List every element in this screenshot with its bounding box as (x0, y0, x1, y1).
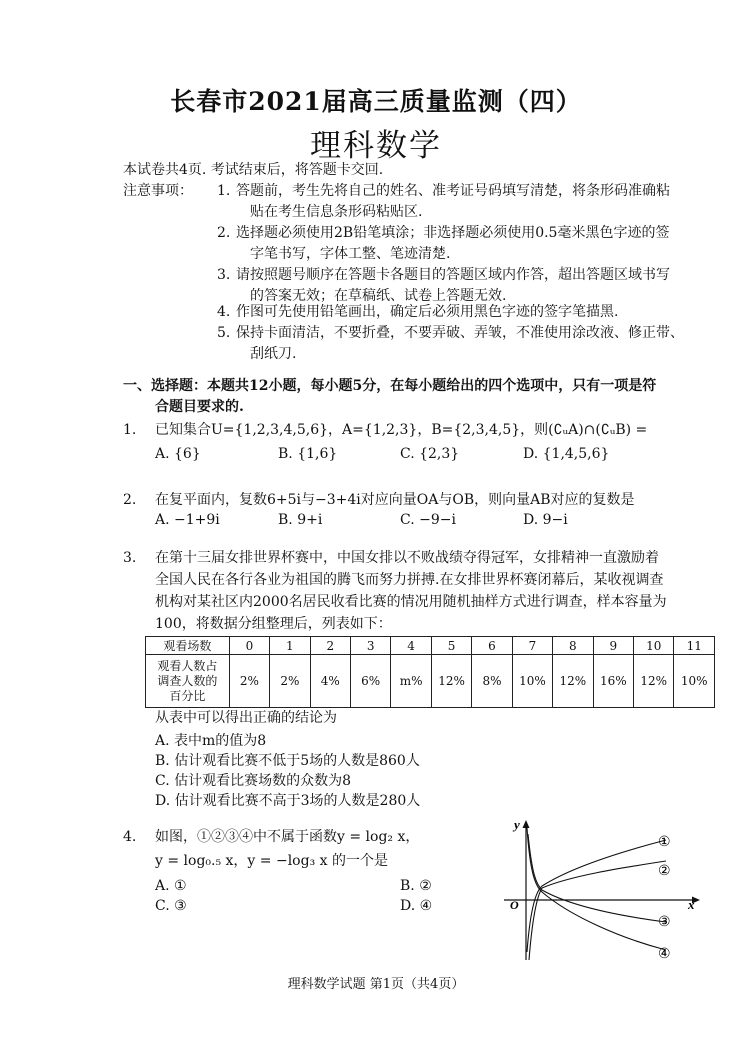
section-heading-cont: 合题目要求的. (155, 399, 244, 415)
table-cell: 9 (593, 637, 633, 655)
table-cell: 10 (634, 637, 674, 655)
note-5-num: 5. (217, 325, 231, 341)
section-heading: 一、选择题：本题共12小题，每小题5分，在每小题给出的四个选项中，只有一项是符 (123, 378, 657, 394)
q3-option-d: D. 估计观看比赛不高于3场的人数是280人 (155, 793, 421, 809)
table-row-label (146, 655, 230, 708)
q4-option-d: D. ④ (400, 898, 433, 914)
table-cell: 6% (350, 655, 390, 708)
table-row-label-line: 调查人数的 (157, 673, 218, 688)
curve-label-2: ② (658, 863, 671, 879)
notes-label: 注意事项： (123, 183, 193, 199)
q4-option-a: A. ① (155, 878, 187, 894)
q4-stem-line2: y = log₀.₅ x，y = −log₃ x 的一个是 (155, 853, 388, 869)
q3-stem-line: 机构对某社区内2000名居民收看比赛的情况用随机抽样方式进行调查，样本容量为 (155, 594, 667, 610)
x-axis-label: x (688, 897, 695, 912)
table-row-label-line: 百分比 (169, 688, 206, 703)
exam-title: 长春市2021届高三质量监测（四） (170, 87, 582, 116)
q3-stem-line: 在第十三届女排世界杯赛中，中国女排以不败战绩夺得冠军，女排精神一直激励着 (155, 550, 659, 566)
table-cell: 12% (431, 655, 471, 708)
viewing-stats-table (145, 636, 715, 708)
intro-line: 本试卷共4页. 考试结束后，将答题卡交回. (123, 162, 384, 178)
note-3-line2: 的答案无效；在草稿纸、试卷上答题无效. (250, 288, 507, 304)
q4-number: 4. (123, 829, 137, 845)
table-row (146, 655, 715, 708)
table-row-label: 观看场数 (146, 637, 230, 655)
q4-stem-line1: 如图，①②③④中不属于函数y = log₂ x， (155, 829, 420, 845)
note-5-line2: 刮纸刀. (250, 346, 297, 362)
table-cell: 2% (229, 655, 269, 708)
table-row-label-line: 观看人数占 (157, 658, 218, 673)
curve-4 (527, 828, 666, 950)
table-cell: 12% (553, 655, 593, 708)
curve-2 (529, 861, 666, 960)
y-axis-label: y (514, 817, 520, 832)
q3-number: 3. (123, 550, 137, 566)
table-cell: 8 (553, 637, 593, 655)
table-cell: 1 (270, 637, 310, 655)
q1-option-a: A. {6} (155, 446, 201, 462)
note-1-line2: 贴在考生信息条形码粘贴区. (250, 204, 423, 220)
log-function-graph (490, 812, 710, 962)
table-cell: 2 (310, 637, 350, 655)
curve-1 (527, 840, 666, 952)
table-cell: 8% (472, 655, 512, 708)
table-cell: 10% (674, 655, 715, 708)
table-cell: 5 (431, 637, 471, 655)
table-cell: 4 (391, 637, 431, 655)
table-cell: 4% (310, 655, 350, 708)
page-footer: 理科数学试题 第1页（共4页） (287, 977, 465, 992)
q2-option-c: C. −9−i (400, 512, 456, 528)
note-3-num: 3. (217, 267, 231, 283)
curve-label-4: ④ (658, 946, 671, 962)
q1-stem: 已知集合U={1,2,3,4,5,6}，A={1,2,3}，B={2,3,4,5}，则(∁ᵤA)∩(∁ᵤB) = (155, 422, 648, 438)
q2-option-b: B. 9+i (278, 512, 323, 528)
curve-label-1: ① (658, 834, 671, 850)
table-cell: 12% (634, 655, 674, 708)
q3-option-a: A. 表中m的值为8 (155, 733, 267, 749)
curve-3 (528, 834, 666, 922)
note-1-line1: 答题前，考生先将自己的姓名、准考证号码填写清楚，将条形码准确粘 (236, 183, 670, 199)
note-4-line1: 作图可先使用铅笔画出，确定后必须用黑色字迹的签字笔描黑. (236, 304, 619, 320)
q3-option-b: B. 估计观看比赛不低于5场的人数是860人 (155, 753, 420, 769)
table-cell: 10% (512, 655, 552, 708)
q2-option-a: A. −1+9i (155, 512, 220, 528)
q3-option-c: C. 估计观看比赛场数的众数为8 (155, 773, 352, 789)
q2-option-d: D. 9−i (523, 512, 568, 528)
origin-label: O (510, 898, 519, 912)
q1-option-c: C. {2,3} (400, 446, 460, 462)
table-cell: 6 (472, 637, 512, 655)
note-2-line1: 选择题必须使用2B铅笔填涂；非选择题必须使用0.5毫米黑色字迹的签 (236, 225, 670, 241)
note-2-line2: 字笔书写，字体工整、笔迹清楚. (250, 246, 451, 262)
table-cell: 16% (593, 655, 633, 708)
table-cell: 11 (674, 637, 715, 655)
q1-option-b: B. {1,6} (278, 446, 338, 462)
note-4-num: 4. (217, 304, 231, 320)
q1-option-d: D. {1,4,5,6} (523, 446, 610, 462)
note-3-line1: 请按照题号顺序在答题卡各题目的答题区域内作答，超出答题区域书写 (236, 267, 670, 283)
subject-title: 理科数学 (310, 128, 442, 164)
table-cell: 7 (512, 637, 552, 655)
table-cell: 3 (350, 637, 390, 655)
note-5-line1: 保持卡面清洁，不要折叠，不要弄破、弄皱，不准使用涂改液、修正带、 (236, 325, 684, 341)
table-row (146, 637, 715, 655)
note-1-num: 1. (217, 183, 231, 199)
table-cell: 0 (229, 637, 269, 655)
q3-stem-line: 100，将数据分组整理后，列表如下： (155, 616, 392, 632)
table-cell: 2% (270, 655, 310, 708)
q4-option-c: C. ③ (155, 898, 187, 914)
note-2-num: 2. (217, 225, 231, 241)
q1-number: 1. (123, 422, 137, 438)
q3-conclusion: 从表中可以得出正确的结论为 (155, 710, 337, 726)
q2-stem: 在复平面内，复数6+5i与−3+4i对应向量OA与OB，则向量AB对应的复数是 (155, 492, 635, 508)
q3-stem-line: 全国人民在各行各业为祖国的腾飞而努力拼搏.在女排世界杯赛闭幕后，某收视调查 (155, 572, 664, 588)
table-cell: m% (391, 655, 431, 708)
y-axis-arrow-icon (523, 820, 530, 828)
curve-label-3: ③ (658, 914, 671, 930)
q2-number: 2. (123, 492, 137, 508)
q4-option-b: B. ② (400, 878, 432, 894)
